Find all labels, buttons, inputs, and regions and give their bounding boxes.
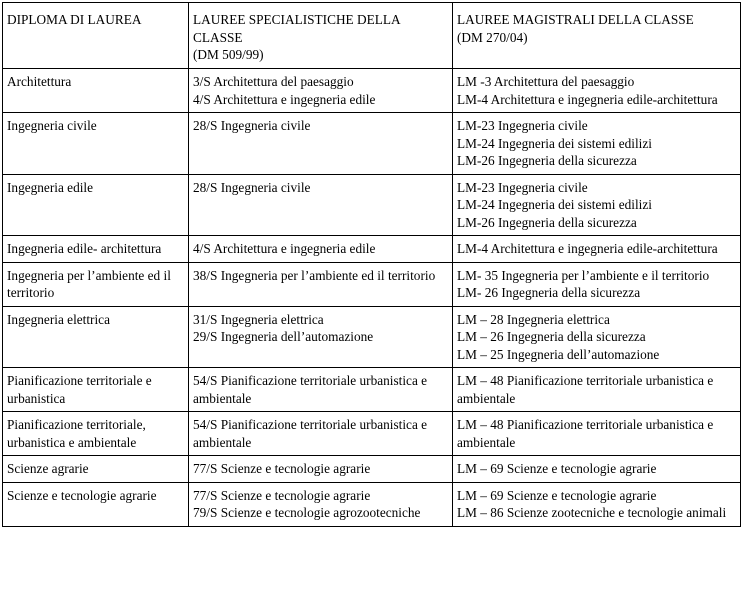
cell-magistrali	[453, 113, 741, 175]
specialistica-entry: 54/S Pianificazione territoriale urbanistica e ambientale	[193, 417, 428, 450]
magistrale-entry: LM – 26 Ingegneria della sicurezza	[457, 329, 646, 344]
table-row	[3, 262, 741, 306]
table-row	[3, 368, 741, 412]
magistrale-entry: LM-4 Architettura e ingegneria edile-architettura	[457, 91, 718, 107]
table-row	[3, 174, 741, 236]
diploma-name: Pianificazione territoriale e urbanistica	[7, 373, 152, 406]
cell-specialistiche	[189, 412, 453, 456]
magistrale-entry: LM – 86 Scienze zootecniche e tecnologie animali	[457, 505, 727, 520]
cell-diploma	[3, 113, 189, 175]
magistrale-entry: LM-4 Architettura e ingegneria edile-architettura	[457, 241, 718, 256]
cell-magistrali	[453, 306, 741, 368]
cell-magistrali	[453, 69, 741, 113]
magistrale-entry: LM-24 Ingegneria dei sistemi edilizi	[457, 197, 652, 212]
table-row	[3, 456, 741, 483]
magistrale-entry: LM – 69 Scienze e tecnologie agrarie	[457, 461, 657, 476]
specialistica-entry: 54/S Pianificazione territoriale urbanistica e ambientale	[193, 373, 428, 406]
cell-diploma	[3, 456, 189, 483]
cell-diploma	[3, 368, 189, 412]
cell-magistrali	[453, 174, 741, 236]
header-magistrali	[453, 3, 741, 69]
table-body	[3, 3, 741, 527]
cell-diploma	[3, 482, 189, 526]
cell-diploma	[3, 174, 189, 236]
cell-magistrali	[453, 368, 741, 412]
specialistica-entry: 79/S Scienze e tecnologie agrozootecniche	[193, 505, 421, 520]
magistrale-entry: LM -3 Architettura del paesaggio	[457, 74, 635, 89]
cell-specialistiche	[189, 306, 453, 368]
magistrale-entry: LM – 28 Ingegneria elettrica	[457, 311, 610, 327]
cell-specialistiche	[189, 113, 453, 175]
cell-specialistiche	[189, 456, 453, 483]
magistrale-entry: LM – 48 Pianificazione territoriale urbanistica e ambientale	[457, 417, 714, 450]
table-row	[3, 306, 741, 368]
cell-specialistiche	[189, 482, 453, 526]
table-row	[3, 113, 741, 175]
cell-diploma	[3, 69, 189, 113]
cell-magistrali	[453, 262, 741, 306]
magistrale-entry: LM – 25 Ingegneria dell’automazione	[457, 346, 660, 362]
cell-diploma	[3, 412, 189, 456]
specialistica-entry: 28/S Ingegneria civile	[193, 118, 311, 133]
degree-equivalence-table	[2, 2, 741, 527]
magistrale-entry: LM-26 Ingegneria della sicurezza	[457, 214, 637, 230]
diploma-name: Ingegneria edile	[7, 179, 94, 195]
specialistica-entry: 29/S Ingegneria dell’automazione	[193, 329, 374, 344]
diploma-name: Scienze agrarie	[7, 461, 89, 476]
cell-specialistiche	[189, 368, 453, 412]
magistrale-entry: LM-24 Ingegneria dei sistemi edilizi	[457, 135, 652, 151]
specialistica-entry: 31/S Ingegneria elettrica	[193, 311, 324, 327]
table-row	[3, 482, 741, 526]
specialistica-entry: 4/S Architettura e ingegneria edile	[193, 91, 376, 107]
header-row	[3, 3, 741, 69]
cell-magistrali	[453, 456, 741, 483]
header-magistrali-label: LAUREE MAGISTRALI DELLA CLASSE (DM 270/04)	[457, 12, 694, 45]
specialistica-entry: 4/S Architettura e ingegneria edile	[193, 241, 376, 256]
cell-specialistiche	[189, 69, 453, 113]
table-row	[3, 236, 741, 263]
cell-diploma	[3, 236, 189, 263]
magistrale-entry: LM-23 Ingegneria civile	[457, 118, 588, 133]
diploma-name: Ingegneria elettrica	[7, 311, 110, 327]
cell-specialistiche	[189, 236, 453, 263]
specialistica-entry: 77/S Scienze e tecnologie agrarie	[193, 461, 371, 476]
diploma-name: Architettura	[7, 74, 72, 89]
specialistica-entry: 38/S Ingegneria per l’ambiente ed il territorio	[193, 267, 436, 283]
cell-magistrali	[453, 482, 741, 526]
specialistica-entry: 77/S Scienze e tecnologie agrarie	[193, 487, 371, 503]
header-specialistiche	[189, 3, 453, 69]
cell-specialistiche	[189, 262, 453, 306]
magistrale-entry: LM-26 Ingegneria della sicurezza	[457, 153, 637, 168]
diploma-name: Scienze e tecnologie agrarie	[7, 487, 157, 503]
header-diploma-label: DIPLOMA DI LAUREA	[7, 12, 142, 27]
cell-magistrali	[453, 236, 741, 263]
magistrale-entry: LM- 26 Ingegneria della sicurezza	[457, 285, 641, 300]
specialistica-entry: 28/S Ingegneria civile	[193, 179, 311, 195]
header-specialistiche-label: LAUREE SPECIALISTICHE DELLA CLASSE (DM 509/99)	[193, 12, 400, 62]
diploma-name: Ingegneria per l’ambiente ed il territorio	[7, 267, 171, 300]
cell-diploma	[3, 306, 189, 368]
diploma-name: Pianificazione territoriale, urbanistica e ambientale	[7, 417, 146, 450]
table-row	[3, 69, 741, 113]
magistrale-entry: LM – 69 Scienze e tecnologie agrarie	[457, 487, 657, 503]
cell-diploma	[3, 262, 189, 306]
magistrale-entry: LM- 35 Ingegneria per l’ambiente e il territorio	[457, 267, 710, 283]
cell-specialistiche	[189, 174, 453, 236]
cell-magistrali	[453, 412, 741, 456]
diploma-name: Ingegneria civile	[7, 118, 97, 133]
magistrale-entry: LM – 48 Pianificazione territoriale urbanistica e ambientale	[457, 373, 714, 406]
header-diploma	[3, 3, 189, 69]
diploma-name: Ingegneria edile- architettura	[7, 241, 162, 256]
table-row	[3, 412, 741, 456]
magistrale-entry: LM-23 Ingegneria civile	[457, 179, 588, 195]
specialistica-entry: 3/S Architettura del paesaggio	[193, 74, 354, 89]
